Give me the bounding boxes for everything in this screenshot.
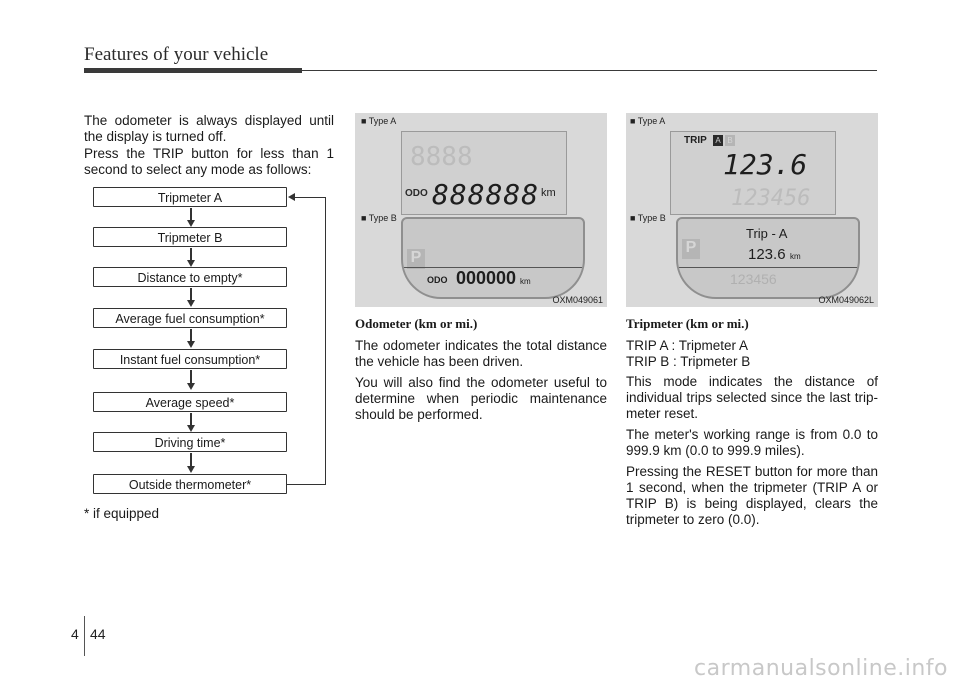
type-b-label: ■ Type B — [630, 213, 666, 223]
flow-box-tripmeter-b: Tripmeter B — [93, 227, 287, 247]
tripmeter-paragraph-2: The meter's working range is from 0.0 to 999.9 km (0.0 to 999.9 miles). — [626, 427, 878, 458]
flow-box-distance-to-empty: Distance to empty* — [93, 267, 287, 287]
flow-arrow — [187, 413, 195, 433]
flow-arrow — [187, 248, 195, 268]
flow-box-driving-time: Driving time* — [93, 432, 287, 452]
lcd-ghost-segments: 8888 — [410, 142, 473, 172]
lcd-ghost-segments: 123456 — [730, 271, 777, 287]
flow-box-average-fuel-consumption: Average fuel consumption* — [93, 308, 287, 328]
p-indicator-icon: P — [682, 239, 700, 259]
type-a-label: ■ Type A — [361, 116, 397, 126]
intro-paragraph-1: The odometer is always displayed until the display is turned off. — [84, 113, 334, 144]
type-b-label: ■ Type B — [361, 213, 397, 223]
trip-b-badge: B — [725, 135, 735, 146]
lcd-odo-label: ODO — [427, 275, 448, 285]
page-header-title: Features of your vehicle — [84, 44, 269, 65]
type-a-label: ■ Type A — [630, 116, 666, 126]
footnote-if-equipped: * if equipped — [84, 506, 160, 521]
figure-code: OXM049061 — [552, 295, 603, 305]
loop-arrowhead — [288, 193, 295, 201]
lcd-divider — [678, 267, 858, 268]
lcd-display-type-b — [676, 217, 860, 299]
lcd-display-type-a — [670, 131, 836, 215]
figure-code: OXM049062L — [818, 295, 874, 305]
odometer-figure — [355, 113, 607, 307]
intro-paragraph-2: Press the TRIP button for less than 1 second to select any mode as follows: — [84, 146, 334, 177]
tripmeter-section-title: Tripmeter (km or mi.) — [626, 316, 749, 331]
p-indicator-icon: P — [407, 249, 425, 269]
flow-box-tripmeter-a: Tripmeter A — [93, 187, 287, 207]
tripmeter-paragraph-1: This mode indicates the distance of individual trips selected since the last trip-meter reset. — [626, 374, 878, 421]
lcd-display-type-a — [401, 131, 567, 215]
odometer-paragraph-2: You will also find the odometer useful to determine when periodic maintenance should be performed. — [355, 375, 607, 422]
loop-line — [287, 484, 325, 485]
lcd-trip-label: TRIP — [684, 135, 707, 146]
odometer-paragraph-1: The odometer indicates the total distance the vehicle has been driven. — [355, 338, 607, 369]
page-number: 44 — [90, 626, 106, 642]
flow-box-instant-fuel-consumption: Instant fuel consumption* — [93, 349, 287, 369]
tripmeter-line-b: TRIP B : Tripmeter B — [626, 354, 751, 369]
lcd-trip-value: 123.6 — [748, 246, 786, 263]
lcd-trip-title: Trip - A — [746, 226, 788, 241]
flow-box-average-speed: Average speed* — [93, 392, 287, 412]
lcd-trip-value: 123.6 — [723, 148, 808, 181]
tripmeter-section — [626, 316, 878, 528]
flow-arrow — [187, 329, 195, 349]
tripmeter-figure — [626, 113, 878, 307]
flow-arrow — [187, 370, 195, 391]
chapter-number: 4 — [71, 626, 79, 642]
watermark: carmanualsonline.info — [694, 656, 948, 681]
tripmeter-line-a: TRIP A : Tripmeter A — [626, 338, 749, 353]
header-rule-accent — [84, 68, 302, 73]
lcd-odo-digits: 000000 — [456, 268, 517, 288]
flow-arrow — [187, 208, 195, 228]
odometer-section-title: Odometer (km or mi.) — [355, 316, 478, 331]
loop-line — [294, 197, 326, 198]
footer-divider — [84, 616, 85, 656]
trip-a-badge: A — [713, 135, 723, 146]
lcd-odo-label: ODO — [405, 188, 428, 199]
lcd-odo-digits: 888888 — [432, 178, 540, 211]
flow-arrow — [187, 288, 195, 308]
lcd-unit: km — [790, 252, 801, 261]
lcd-ghost-segments: 123456 — [731, 186, 811, 211]
flow-arrow — [187, 453, 195, 474]
flow-box-outside-thermometer: Outside thermometer* — [93, 474, 287, 494]
lcd-unit: km — [541, 187, 556, 199]
lcd-display-type-b — [401, 217, 585, 299]
tripmeter-paragraph-3: Pressing the RESET button for more than 1 second, when the tripmeter (TRIP A or TRIP B) is being displayed, clears the tripmeter to zero (0.0). — [626, 464, 878, 527]
loop-line — [325, 197, 326, 485]
odometer-section — [355, 316, 607, 423]
lcd-unit: km — [520, 277, 531, 286]
